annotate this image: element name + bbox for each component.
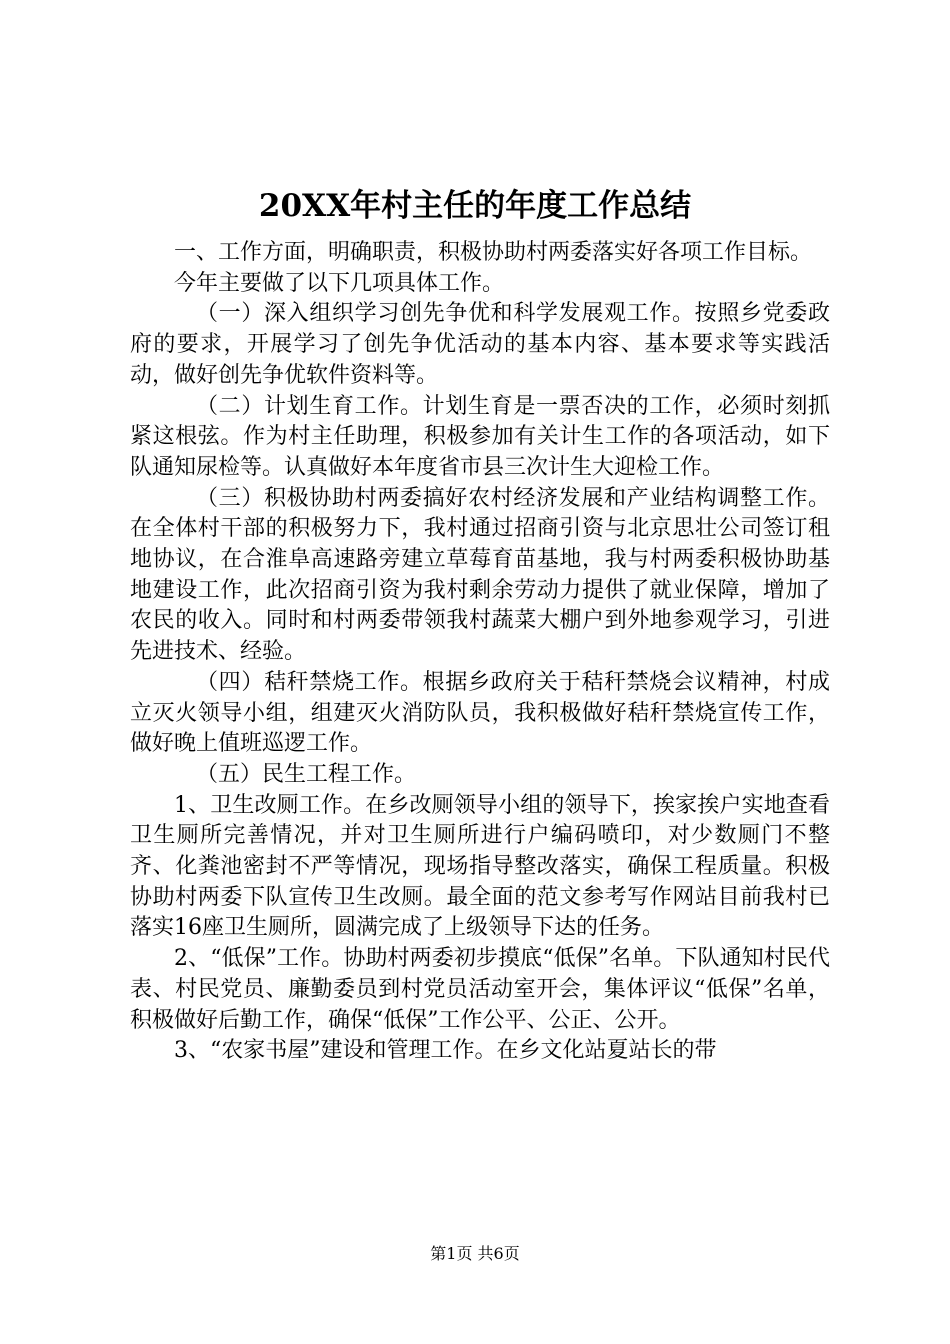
paragraph-item-1: （一）深入组织学习创先争优和科学发展观工作。按照乡党委政府的要求，开展学习了创先争优活动的基本内容、基本要求等实践活动，做好创先争优软件资料等。 (130, 301, 830, 388)
paragraph-sanitation: 1、卫生改厕工作。在乡改厕领导小组的领导下，挨家挨户实地查看卫生厕所完善情况，并对卫生厕所进行户编码喷印，对少数厕门不整齐、化粪池密封不严等情况，现场指导整改落实，确保工程质量。积极协助村两委下队宣传卫生改厕。最全面的范文参考写作网站目前我村已落实16座卫生厕所，圆满完成了上级领导下达的任务。 (130, 792, 830, 941)
paragraph-main-tasks: 今年主要做了以下几项具体工作。 (174, 270, 505, 296)
paragraph-item-5: （五）民生工程工作。 (196, 761, 417, 787)
document-title: 20XX年村主任的年度工作总结 (258, 188, 692, 224)
paragraph-item-3: （三）积极协助村两委搞好农村经济发展和产业结构调整工作。在全体村干部的积极努力下，我村通过招商引资与北京思壮公司签订租地协议，在合淮阜高速路旁建立草莓育苗基地，我与村两委积极协助基地建设工作，此次招商引资为我村剩余劳动力提供了就业保障，增加了农民的收入。同时和村两委带领我村蔬菜大棚户到外地参观学习，引进先进技术、经验。 (130, 485, 830, 665)
paragraph-library: 3、“农家书屋”建设和管理工作。在乡文化站夏站长的带 (174, 1038, 717, 1064)
paragraph-item-4: （四）秸秆禁烧工作。根据乡政府关于秸秆禁烧会议精神，村成立灭火领导小组，组建灭火消防队员，我积极做好秸秆禁烧宣传工作，做好晚上值班巡逻工作。 (130, 669, 830, 757)
paragraph-item-2: （二）计划生育工作。计划生育是一票否决的工作，必须时刻抓紧这根弦。作为村主任助理，积极参加有关计生工作的各项活动，如下队通知尿检等。认真做好本年度省市县三次计生大迎检工作。 (130, 393, 830, 480)
paragraph-dibao: 2、“低保”工作。协助村两委初步摸底“低保”名单。下队通知村民代表、村民党员、廉勤委员到村党员活动室开会，集体评议“低保”名单，积极做好后勤工作，确保“低保”工作公平、公正、公开。 (130, 946, 830, 1033)
document-body (130, 238, 830, 1067)
page-number-footer: 第1页 共6页 (430, 1244, 520, 1263)
paragraph-work-aspect: 一、工作方面，明确职责，积极协助村两委落实好各项工作目标。 (174, 240, 813, 265)
